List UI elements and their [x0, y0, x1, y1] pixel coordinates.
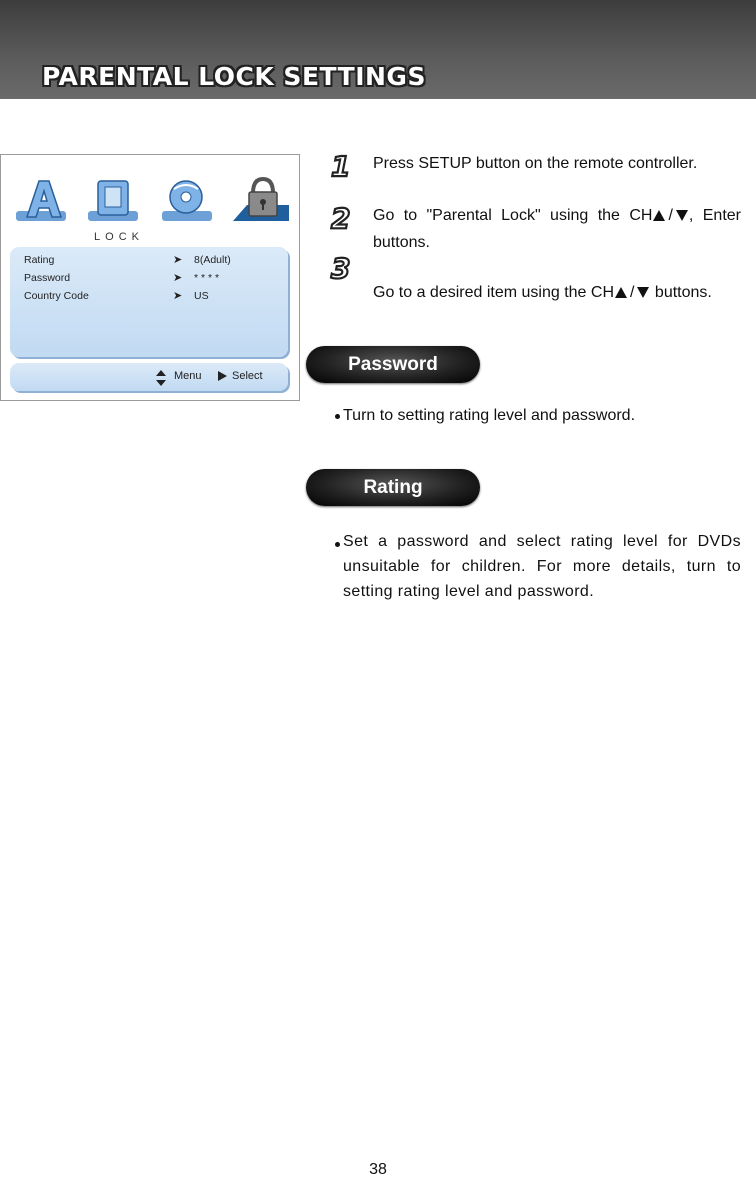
osd-row-label: Country Code: [24, 290, 89, 302]
triangle-down-icon: [637, 287, 649, 298]
step-3-digit: 3: [331, 252, 350, 282]
step-3-text-before: Go to a desired item using the CH: [373, 284, 615, 301]
audio-disc-icon: [159, 175, 215, 225]
triangle-up-icon: [615, 287, 627, 298]
chevron-right-icon: ➤: [173, 254, 183, 266]
chevron-right-icon: ➤: [173, 272, 183, 284]
step-1-number: [328, 150, 350, 180]
up-down-arrows-icon: [156, 370, 166, 386]
page-title: PARENTAL LOCK SETTINGS: [42, 62, 426, 91]
password-heading: Password: [306, 346, 480, 383]
step-3-text-after: buttons.: [650, 284, 712, 301]
step-3-text: [373, 279, 741, 306]
osd-title: LOCK: [94, 231, 144, 243]
osd-row-value: US: [194, 290, 209, 302]
osd-menu-panel: [10, 247, 288, 357]
step-1-digit: 1: [331, 150, 350, 180]
osd-row-label: Rating: [24, 254, 55, 266]
bullet-dot: [335, 542, 340, 547]
display-icon: [85, 175, 141, 225]
step-2-text-before: Go to "Parental Lock" using the CH: [373, 207, 653, 224]
page-header: [0, 0, 756, 99]
step-2-text-after: , Enter buttons.: [373, 207, 741, 251]
play-arrow-icon: [218, 371, 227, 381]
triangle-down-icon: [676, 210, 688, 221]
slash-separator: /: [630, 284, 635, 301]
page-number: 38: [369, 1161, 387, 1178]
step-2-number: [328, 202, 350, 232]
password-bullet-text: Turn to setting rating level and password.: [343, 407, 636, 424]
slash-separator: /: [668, 207, 673, 224]
osd-icon-row: [9, 175, 294, 227]
rating-heading: Rating: [306, 469, 480, 506]
step-3-number: [328, 252, 350, 282]
triangle-up-icon: [653, 210, 665, 221]
step-1-text: Press SETUP button on the remote controller.: [373, 155, 698, 172]
osd-menu-label: Menu: [174, 370, 202, 382]
osd-row-label: Password: [24, 272, 71, 284]
language-a-icon: [13, 175, 69, 225]
osd-lock-screen: [0, 154, 300, 401]
osd-row-value: * * * *: [194, 272, 220, 284]
bullet-dot: [335, 414, 340, 419]
lock-icon: [231, 175, 291, 225]
osd-select-label: Select: [232, 370, 263, 382]
osd-row-value: 8(Adult): [194, 254, 231, 266]
step-2-digit: 2: [331, 202, 350, 232]
step-2-text: [373, 202, 741, 256]
osd-help-bar: [10, 363, 288, 391]
chevron-right-icon: ➤: [173, 290, 183, 302]
rating-bullet-text: Set a password and select rating level for DVDs unsuitable for children. For more details, turn to setting rating level and password.: [343, 533, 741, 600]
